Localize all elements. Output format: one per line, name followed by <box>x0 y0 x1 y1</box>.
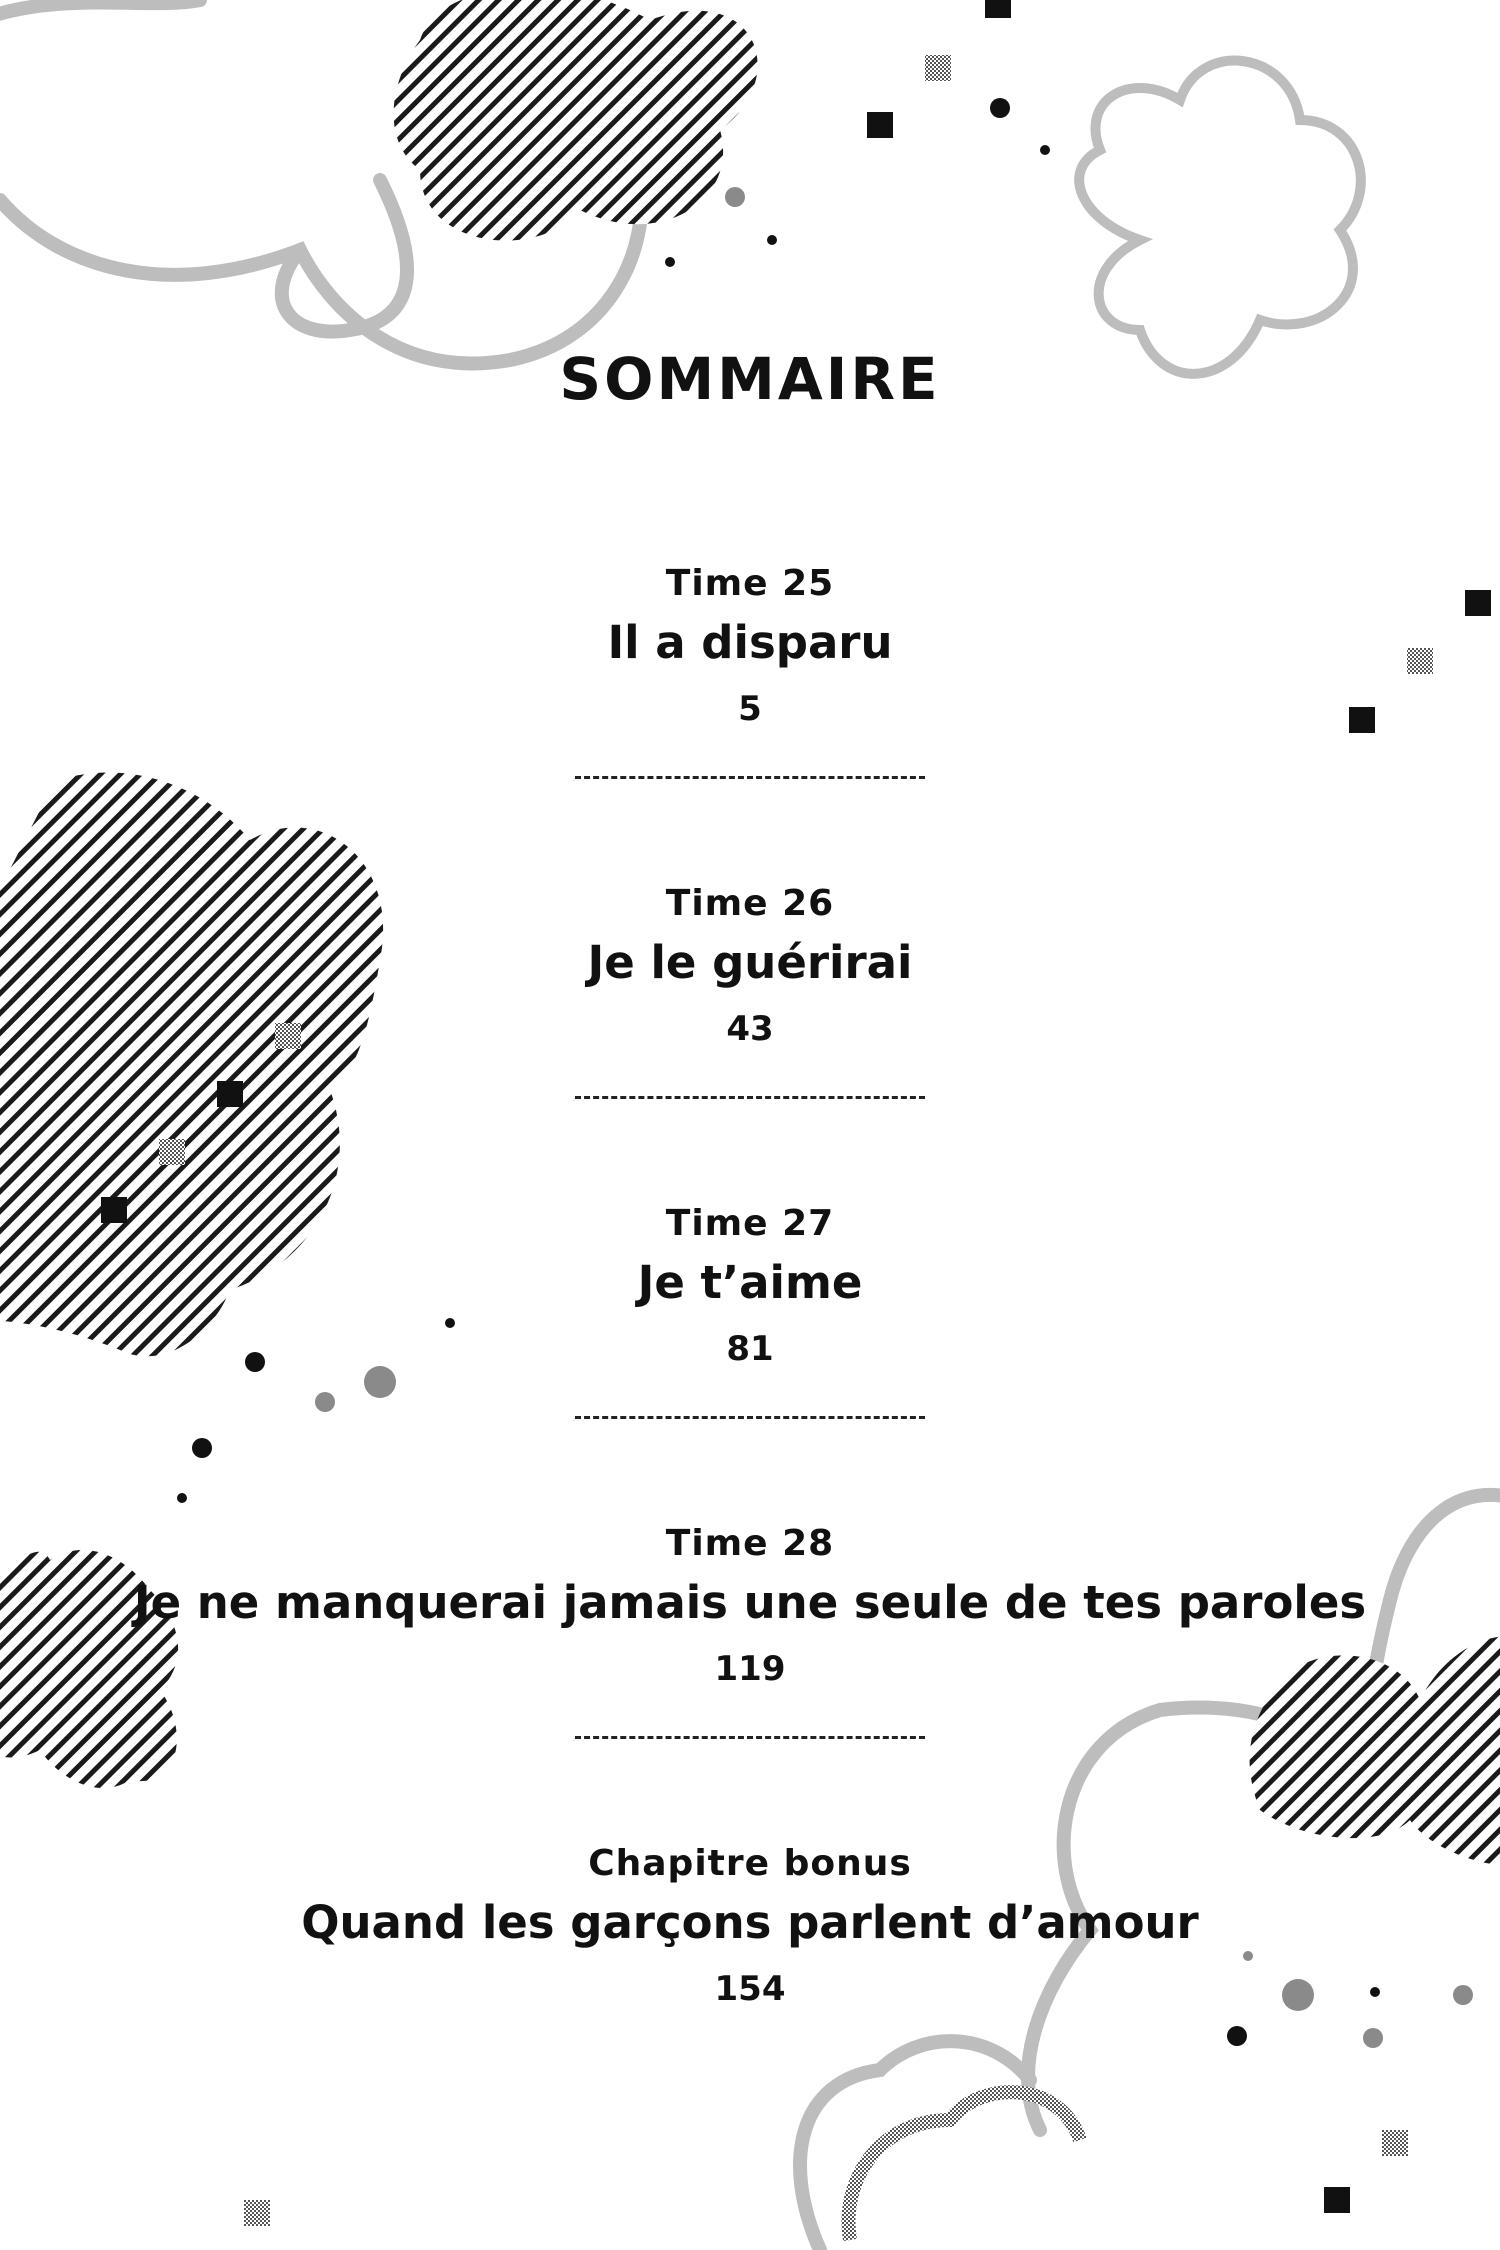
toc-entry <box>0 560 1500 779</box>
flower-outline-icon <box>848 2092 1080 2240</box>
chapter-label: Time 28 <box>665 1523 835 1564</box>
chapter-title: Il a disparu <box>607 616 893 669</box>
toc-entry <box>0 1840 1500 2020</box>
dashed-divider <box>575 1416 925 1419</box>
dashed-divider <box>575 1096 925 1099</box>
page-number: 81 <box>726 1329 774 1369</box>
toc-entry <box>0 1520 1500 1739</box>
page-title: SOMMAIRE <box>559 345 941 413</box>
chapter-label: Time 25 <box>665 563 835 604</box>
chapter-title: Quand les garçons parlent d’amour <box>301 1896 1199 1949</box>
chapter-title: Je ne manquerai jamais une seule de tes paroles <box>133 1576 1367 1629</box>
dashed-divider <box>575 1736 925 1739</box>
toc-entry <box>0 1200 1500 1419</box>
hatched-flower-icon <box>394 0 758 241</box>
chapter-label: Time 27 <box>665 1203 835 1244</box>
page-number: 43 <box>726 1009 774 1049</box>
page-number: 119 <box>714 1649 786 1689</box>
dashed-divider <box>575 776 925 779</box>
page-number: 5 <box>738 689 762 729</box>
toc-entry <box>0 880 1500 1099</box>
chapter-title: Je le guérirai <box>587 936 913 989</box>
flower-outline-icon <box>1079 61 1361 374</box>
chapter-title: Je t’aime <box>637 1256 863 1309</box>
chapter-label: Time 26 <box>665 883 835 924</box>
chapter-label: Chapitre bonus <box>588 1843 912 1884</box>
page-number: 154 <box>714 1969 786 2009</box>
